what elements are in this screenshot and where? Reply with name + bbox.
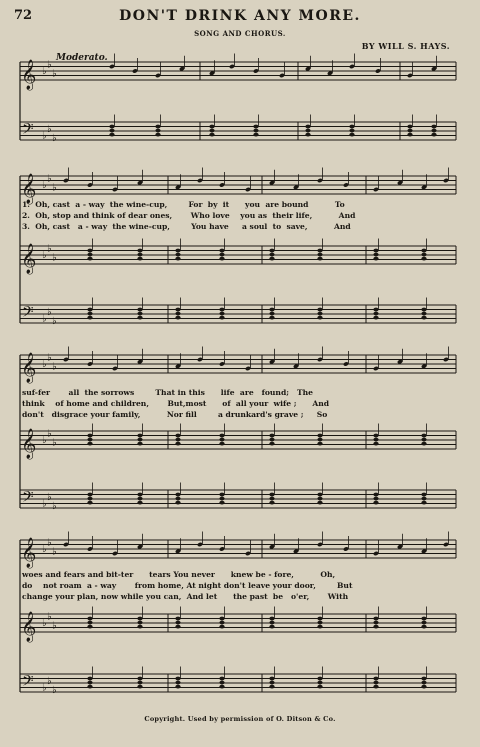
note-head — [421, 438, 426, 442]
note-head — [219, 493, 224, 497]
note-head — [137, 681, 142, 685]
note-head — [87, 308, 92, 312]
note-head — [219, 434, 224, 438]
note-head — [421, 253, 426, 257]
flat-sign: ♭ — [47, 611, 52, 623]
note-head — [87, 249, 92, 253]
note-head — [175, 621, 180, 625]
flat-sign: ♭ — [52, 684, 57, 696]
note-head — [137, 617, 142, 621]
note-head — [109, 129, 114, 133]
note-head — [137, 442, 142, 446]
note-head — [421, 493, 426, 497]
lyric-line: 3. Oh, cast a - way the wine-cup, You have a soul to save, And — [22, 222, 351, 231]
note-head — [431, 125, 436, 129]
flat-sign: ♭ — [47, 537, 52, 549]
note-head — [317, 685, 322, 689]
flat-sign: ♭ — [52, 437, 57, 449]
lyric-line: think of home and children, But,most of all your wife ; And — [22, 399, 330, 408]
note-head — [87, 621, 92, 625]
treble-clef: 𝄞 — [21, 612, 37, 642]
note-head — [407, 133, 412, 137]
note-head — [305, 129, 310, 133]
note-head — [421, 677, 426, 681]
note-head — [421, 257, 426, 261]
note-head — [175, 312, 180, 316]
flat-sign: ♭ — [42, 359, 47, 370]
note-head — [421, 497, 426, 501]
note-head — [219, 625, 224, 629]
note-head — [175, 681, 180, 685]
note-head — [349, 125, 354, 129]
lyric-line: 2. Oh, stop and think of dear ones, Who love you as their life, And — [22, 211, 356, 220]
note-head — [373, 493, 378, 497]
note-head — [421, 442, 426, 446]
lyric-line: do not roam a - way from home, At night don't leave your door, But — [22, 581, 353, 590]
treble-clef: 𝄞 — [21, 174, 37, 204]
note-head — [175, 249, 180, 253]
note-head — [373, 625, 378, 629]
note-head — [421, 308, 426, 312]
note-head — [137, 438, 142, 442]
note-head — [87, 497, 92, 501]
note-head — [219, 308, 224, 312]
note-head — [137, 501, 142, 505]
note-head — [137, 493, 142, 497]
note-head — [175, 497, 180, 501]
flat-sign: ♭ — [42, 66, 47, 77]
note-head — [219, 442, 224, 446]
note-head — [219, 253, 224, 257]
note-head — [317, 497, 322, 501]
note-head — [87, 617, 92, 621]
note-head — [373, 312, 378, 316]
note-head — [137, 625, 142, 629]
bass-clef: 𝄢 — [22, 488, 34, 510]
note-head — [87, 681, 92, 685]
note-head — [137, 316, 142, 320]
note-head — [87, 434, 92, 438]
page-number: 72 — [14, 8, 33, 23]
flat-sign: ♭ — [47, 123, 52, 135]
note-head — [155, 129, 160, 133]
note-head — [407, 129, 412, 133]
note-head — [317, 316, 322, 320]
note-head — [219, 249, 224, 253]
note-head — [175, 501, 180, 505]
note-head — [137, 249, 142, 253]
note-head — [269, 308, 274, 312]
note-head — [317, 493, 322, 497]
bass-clef: 𝄢 — [22, 120, 34, 142]
note-head — [219, 438, 224, 442]
note-head — [137, 312, 142, 316]
note-head — [175, 438, 180, 442]
author-credit: BY WILL S. HAYS. — [361, 41, 450, 51]
note-head — [209, 129, 214, 133]
note-head — [317, 257, 322, 261]
note-head — [269, 312, 274, 316]
note-head — [373, 621, 378, 625]
note-head — [421, 681, 426, 685]
flat-sign: ♭ — [47, 491, 52, 503]
flat-sign: ♭ — [52, 252, 57, 264]
flat-sign: ♭ — [52, 132, 57, 144]
note-head — [175, 685, 180, 689]
note-head — [269, 442, 274, 446]
flat-sign: ♭ — [52, 315, 57, 327]
note-head — [87, 677, 92, 681]
note-head — [175, 442, 180, 446]
note-head — [269, 257, 274, 261]
note-head — [317, 677, 322, 681]
note-head — [317, 434, 322, 438]
note-head — [137, 677, 142, 681]
note-head — [305, 133, 310, 137]
note-head — [317, 249, 322, 253]
note-head — [109, 125, 114, 129]
note-head — [317, 438, 322, 442]
note-head — [87, 253, 92, 257]
bass-clef: 𝄢 — [22, 303, 34, 325]
flat-sign: ♭ — [42, 498, 47, 510]
treble-clef: 𝄞 — [21, 538, 37, 568]
note-head — [421, 501, 426, 505]
flat-sign: ♭ — [42, 618, 47, 629]
note-head — [317, 442, 322, 446]
note-head — [269, 501, 274, 505]
note-head — [407, 125, 412, 129]
note-head — [317, 253, 322, 257]
flat-sign: ♭ — [47, 173, 52, 185]
note-head — [87, 442, 92, 446]
note-head — [87, 501, 92, 505]
note-head — [155, 133, 160, 137]
note-head — [209, 125, 214, 129]
copyright-notice: Copyright. Used by permission of O. Ditson & Co. — [144, 715, 336, 723]
note-head — [269, 249, 274, 253]
treble-clef: 𝄞 — [21, 244, 37, 274]
note-head — [373, 497, 378, 501]
note-head — [373, 677, 378, 681]
note-head — [421, 617, 426, 621]
note-head — [373, 249, 378, 253]
note-head — [137, 308, 142, 312]
flat-sign: ♭ — [52, 546, 57, 558]
note-head — [269, 316, 274, 320]
note-head — [421, 312, 426, 316]
note-head — [269, 625, 274, 629]
note-head — [349, 133, 354, 137]
note-head — [175, 677, 180, 681]
note-head — [269, 685, 274, 689]
note-head — [175, 625, 180, 629]
tempo-marking: Moderato. — [56, 53, 108, 63]
note-head — [175, 617, 180, 621]
note-head — [421, 621, 426, 625]
note-head — [219, 681, 224, 685]
flat-sign: ♭ — [42, 180, 47, 191]
flat-sign: ♭ — [42, 313, 47, 325]
note-head — [137, 621, 142, 625]
note-head — [421, 625, 426, 629]
note-head — [373, 685, 378, 689]
lyric-line: suf-fer all the sorrows That in this life are found; The — [22, 388, 314, 397]
treble-clef: 𝄞 — [21, 353, 37, 383]
flat-sign: ♭ — [52, 620, 57, 632]
note-head — [317, 625, 322, 629]
note-head — [421, 685, 426, 689]
flat-sign: ♭ — [42, 435, 47, 446]
note-head — [431, 129, 436, 133]
note-head — [269, 438, 274, 442]
treble-clef: 𝄞 — [21, 429, 37, 459]
note-head — [137, 497, 142, 501]
flat-sign: ♭ — [47, 428, 52, 440]
note-head — [269, 493, 274, 497]
note-head — [373, 257, 378, 261]
note-head — [305, 125, 310, 129]
note-head — [317, 308, 322, 312]
note-head — [253, 125, 258, 129]
note-head — [269, 681, 274, 685]
flat-sign: ♭ — [52, 68, 57, 80]
note-head — [175, 257, 180, 261]
note-head — [253, 133, 258, 137]
flat-sign: ♭ — [42, 544, 47, 555]
flat-sign: ♭ — [47, 59, 52, 71]
note-head — [219, 617, 224, 621]
note-head — [373, 253, 378, 257]
note-head — [87, 257, 92, 261]
note-head — [209, 133, 214, 137]
note-head — [219, 316, 224, 320]
note-head — [155, 125, 160, 129]
note-head — [269, 617, 274, 621]
note-head — [421, 249, 426, 253]
lyric-line: don't disgrace your family, Nor fill a drunkard's grave ; So — [22, 410, 328, 419]
note-head — [175, 493, 180, 497]
note-head — [137, 434, 142, 438]
lyric-line: woes and fears and bit-ter tears You never knew be - fore, Oh, — [22, 570, 336, 579]
flat-sign: ♭ — [47, 306, 52, 318]
note-head — [175, 434, 180, 438]
note-head — [253, 129, 258, 133]
note-head — [87, 312, 92, 316]
note-head — [87, 685, 92, 689]
note-head — [219, 501, 224, 505]
lyric-line: 1. Oh, cast a - way the wine-cup, For by it you are bound To — [22, 200, 345, 209]
note-head — [175, 253, 180, 257]
note-head — [269, 621, 274, 625]
note-head — [219, 312, 224, 316]
note-head — [373, 308, 378, 312]
note-head — [87, 316, 92, 320]
note-head — [219, 257, 224, 261]
note-head — [373, 501, 378, 505]
note-head — [219, 621, 224, 625]
note-head — [373, 442, 378, 446]
song-subtitle: SONG AND CHORUS. — [194, 29, 286, 38]
note-head — [373, 617, 378, 621]
note-head — [269, 497, 274, 501]
note-head — [373, 438, 378, 442]
note-head — [87, 625, 92, 629]
note-head — [317, 681, 322, 685]
note-head — [87, 438, 92, 442]
treble-clef: 𝄞 — [21, 60, 37, 90]
flat-sign: ♭ — [52, 182, 57, 194]
note-head — [219, 685, 224, 689]
note-head — [269, 434, 274, 438]
flat-sign: ♭ — [42, 130, 47, 142]
note-head — [373, 316, 378, 320]
lyric-line: change your plan, now while you can, And let the past be o'er, With — [22, 592, 349, 601]
note-head — [219, 497, 224, 501]
note-head — [175, 308, 180, 312]
note-head — [269, 677, 274, 681]
note-head — [373, 681, 378, 685]
flat-sign: ♭ — [42, 682, 47, 694]
note-head — [317, 617, 322, 621]
note-head — [87, 493, 92, 497]
note-head — [137, 253, 142, 257]
note-head — [317, 621, 322, 625]
note-head — [269, 253, 274, 257]
note-head — [317, 501, 322, 505]
flat-sign: ♭ — [47, 675, 52, 687]
flat-sign: ♭ — [47, 352, 52, 364]
note-head — [317, 312, 322, 316]
note-head — [349, 129, 354, 133]
flat-sign: ♭ — [52, 500, 57, 512]
note-head — [137, 685, 142, 689]
note-head — [109, 133, 114, 137]
bass-clef: 𝄢 — [22, 672, 34, 694]
note-head — [421, 434, 426, 438]
flat-sign: ♭ — [42, 250, 47, 261]
note-head — [431, 133, 436, 137]
note-head — [373, 434, 378, 438]
flat-sign: ♭ — [52, 361, 57, 373]
note-head — [137, 257, 142, 261]
note-head — [175, 316, 180, 320]
note-head — [421, 316, 426, 320]
flat-sign: ♭ — [47, 243, 52, 255]
note-head — [219, 677, 224, 681]
song-title: DON'T DRINK ANY MORE. — [119, 8, 361, 24]
